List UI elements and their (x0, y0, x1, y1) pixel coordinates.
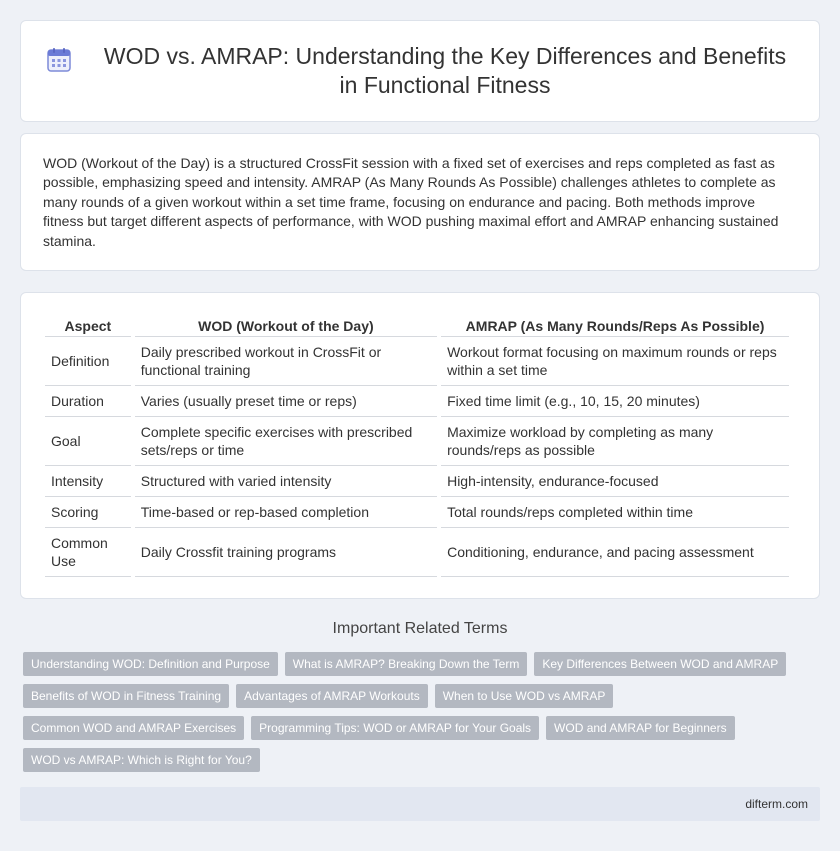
related-term-link[interactable]: When to Use WOD vs AMRAP (435, 684, 614, 708)
related-terms-list (23, 652, 823, 780)
row-aspect: Common Use (45, 528, 131, 577)
related-term-link[interactable]: WOD vs AMRAP: Which is Right for You? (23, 748, 260, 772)
row-amrap: Fixed time limit (e.g., 10, 15, 20 minutes) (441, 386, 789, 417)
table-row (45, 466, 789, 497)
related-term-link[interactable]: Understanding WOD: Definition and Purpose (23, 652, 278, 676)
header-card (20, 20, 820, 122)
intro-card (20, 133, 820, 271)
table-header-row (45, 311, 789, 337)
row-aspect: Scoring (45, 497, 131, 528)
related-term-link[interactable]: WOD and AMRAP for Beginners (546, 716, 735, 740)
header-wod: WOD (Workout of the Day) (135, 311, 437, 337)
related-term-link[interactable]: Advantages of AMRAP Workouts (236, 684, 428, 708)
related-term-link[interactable]: Key Differences Between WOD and AMRAP (534, 652, 786, 676)
row-amrap: Maximize workload by completing as many rounds/reps as possible (441, 417, 789, 466)
row-wod: Complete specific exercises with prescribed sets/reps or time (135, 417, 437, 466)
related-term-link[interactable]: Common WOD and AMRAP Exercises (23, 716, 244, 740)
table-row (45, 528, 789, 577)
row-amrap: Workout format focusing on maximum rounds or reps within a set time (441, 337, 789, 386)
footer-site-link[interactable]: difterm.com (745, 797, 808, 811)
header-aspect: Aspect (45, 311, 131, 337)
related-term-link[interactable]: Programming Tips: WOD or AMRAP for Your Goals (251, 716, 539, 740)
footer (20, 787, 820, 821)
related-term-link[interactable]: Benefits of WOD in Fitness Training (23, 684, 229, 708)
calendar-icon (45, 46, 73, 74)
related-terms-title: Important Related Terms (332, 620, 508, 637)
comparison-table-card (20, 292, 820, 599)
row-wod: Daily prescribed workout in CrossFit or functional training (135, 337, 437, 386)
page-title: WOD vs. AMRAP: Understanding the Key Differences and Benefits in Functional Fitness (103, 43, 787, 98)
row-wod: Varies (usually preset time or reps) (135, 386, 437, 417)
row-aspect: Definition (45, 337, 131, 386)
table-row (45, 337, 789, 386)
row-wod: Daily Crossfit training programs (135, 528, 437, 577)
comparison-table (41, 311, 793, 577)
row-amrap: Total rounds/reps completed within time (441, 497, 789, 528)
row-aspect: Goal (45, 417, 131, 466)
row-amrap: High-intensity, endurance-focused (441, 466, 789, 497)
table-row (45, 497, 789, 528)
header-amrap: AMRAP (As Many Rounds/Reps As Possible) (441, 311, 789, 337)
table-row (45, 386, 789, 417)
table-row (45, 417, 789, 466)
row-wod: Time-based or rep-based completion (135, 497, 437, 528)
row-wod: Structured with varied intensity (135, 466, 437, 497)
row-amrap: Conditioning, endurance, and pacing assessment (441, 528, 789, 577)
intro-text: WOD (Workout of the Day) is a structured CrossFit session with a fixed set of exercises and reps completed as fast as possible, emphasizing speed and intensity. AMRAP (As Many Rounds As Possible) challenges athletes to complete as many rounds of a given workout within a set time frame, focusing on endurance and pacing. Both methods improve fitness but target different aspects of performance, with WOD pushing maximal effort and AMRAP enhancing sustained stamina. (43, 155, 779, 249)
related-term-link[interactable]: What is AMRAP? Breaking Down the Term (285, 652, 528, 676)
row-aspect: Intensity (45, 466, 131, 497)
row-aspect: Duration (45, 386, 131, 417)
